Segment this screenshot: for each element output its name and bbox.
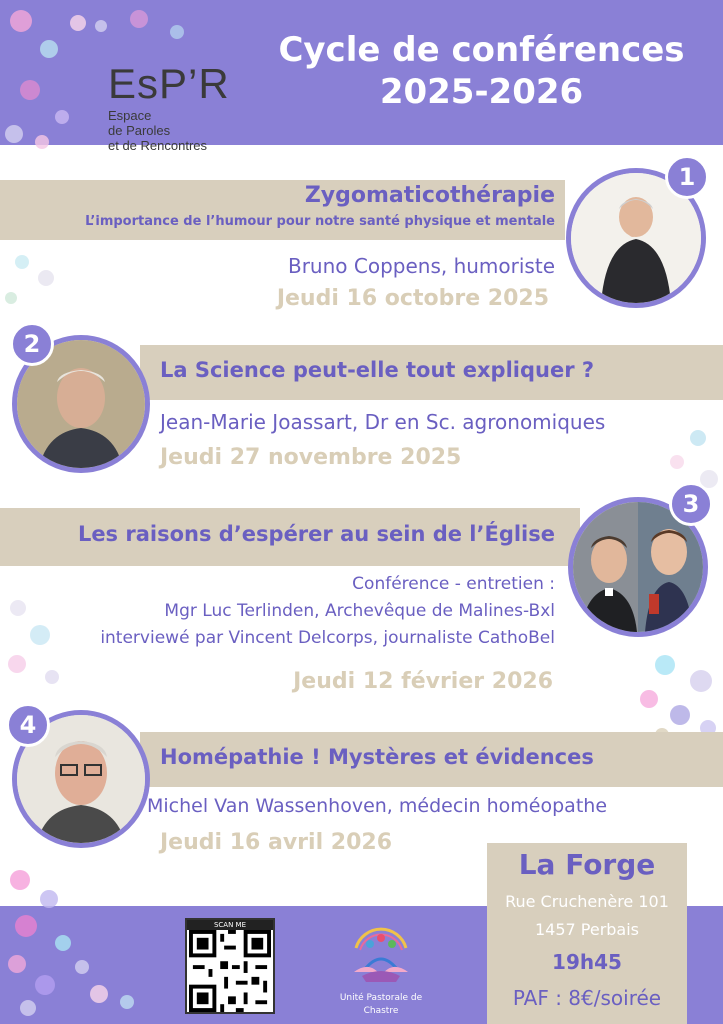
- parish-unit-logo: [340, 910, 422, 990]
- conference-3-speaker-line-2: Mgr Luc Terlinden, Archevêque de Malines-Bxl: [164, 601, 555, 621]
- conference-1-subtitle: L’importance de l’humour pour notre santé physique et mentale: [85, 214, 555, 229]
- conference-1-title: Zygomaticothérapie: [304, 183, 555, 208]
- venue-name: La Forge: [518, 848, 656, 881]
- event-time: 19h45: [552, 950, 622, 974]
- conference-4-speaker: Michel Van Wassenhoven, médecin homéopathe: [147, 795, 608, 817]
- conference-2-title: La Science peut-elle tout expliquer ?: [160, 358, 595, 382]
- conference-4-date: Jeudi 16 avril 2026: [160, 830, 392, 855]
- venue-street: Rue Cruchenère 101: [505, 892, 669, 911]
- logo-line-1: Espace: [108, 108, 152, 123]
- conference-3-date: Jeudi 12 février 2026: [293, 669, 553, 694]
- conference-1-date: Jeudi 16 octobre 2025: [276, 286, 549, 311]
- entry-price: PAF : 8€/soirée: [512, 986, 662, 1010]
- conference-4-title: Homépathie ! Mystères et évidences: [160, 745, 594, 769]
- conference-4-number-badge: 4: [6, 703, 50, 747]
- qr-code[interactable]: [185, 918, 275, 1014]
- qr-code-icon: [187, 930, 273, 1012]
- conference-3-title: Les raisons d’espérer au sein de l’Église: [77, 522, 555, 546]
- logo-line-2: de Paroles: [108, 123, 171, 138]
- conference-3-speaker-line-3: interviewé par Vincent Delcorps, journaliste CathoBel: [100, 628, 555, 648]
- venue-city: 1457 Perbais: [534, 920, 640, 939]
- conference-2-number-badge: 2: [10, 322, 54, 366]
- parish-unit-name: Unité Pastorale de: [339, 993, 423, 1003]
- page-title-years: 2025-2026: [379, 72, 584, 112]
- conference-1-number-badge: 1: [665, 155, 709, 199]
- qr-scan-label: SCAN ME: [187, 920, 273, 930]
- conference-3-speaker-line-1: Conférence - entretien :: [352, 574, 555, 594]
- parish-unit-place: Chastre: [363, 1006, 399, 1016]
- page-title: Cycle de conférences: [278, 30, 685, 70]
- conference-3-number-badge: 3: [669, 482, 713, 526]
- conference-1-speaker: Bruno Coppens, humoriste: [287, 254, 555, 278]
- conference-2-date: Jeudi 27 novembre 2025: [160, 445, 462, 470]
- conference-2-speaker: Jean-Marie Joassart, Dr en Sc. agronomiques: [160, 410, 606, 434]
- logo-line-3: et de Rencontres: [108, 138, 208, 153]
- logo-title: EsP’R: [108, 60, 230, 107]
